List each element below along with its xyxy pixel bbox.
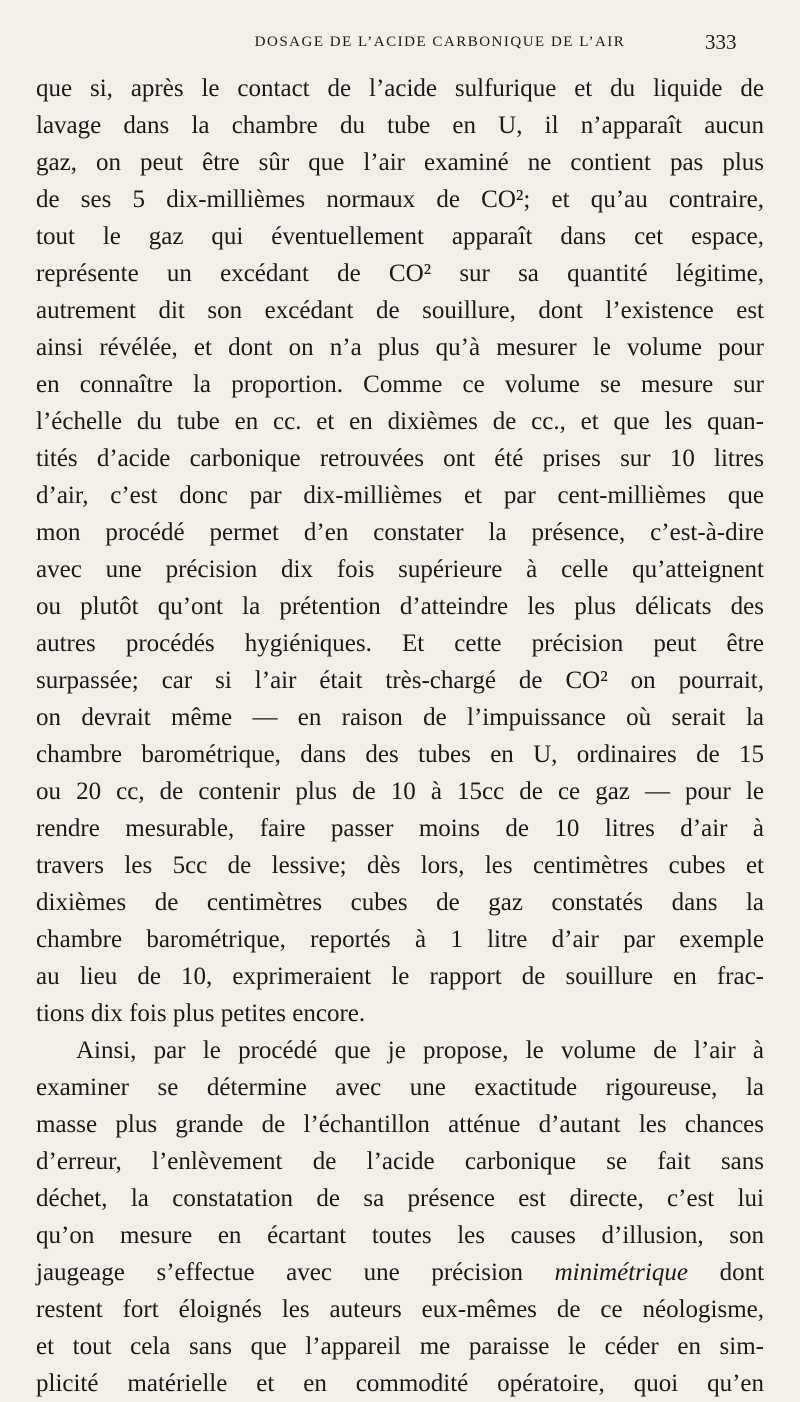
text-line: ainsi révélée, et dont on n’a plus qu’à mesurer le volume pour bbox=[36, 334, 764, 361]
page-number: 333 bbox=[705, 30, 737, 54]
text-line: Ainsi, par le procédé que je propose, le volume de l’air à bbox=[76, 1037, 764, 1064]
text-line: chambre barométrique, dans des tubes en U, ordinaires de 15 bbox=[36, 741, 764, 768]
italic-term: minimétrique bbox=[554, 1259, 688, 1286]
text-line: d’erreur, l’enlèvement de l’acide carbonique se fait sans bbox=[36, 1148, 764, 1175]
text-line-mixed bbox=[36, 1254, 764, 1291]
text-line: examiner se détermine avec une exactitude rigoureuse, la bbox=[36, 1074, 764, 1101]
text-line: gaz, on peut être sûr que l’air examiné ne contient pas plus bbox=[36, 149, 764, 176]
text-line: rendre mesurable, faire passer moins de 10 litres d’air à bbox=[36, 815, 764, 842]
text-line: représente un excédant de CO² sur sa quantité légitime, bbox=[36, 260, 764, 287]
text-run: jaugeage s’effectue avec une précision bbox=[36, 1259, 523, 1286]
text-line: que si, après le contact de l’acide sulfurique et du liquide de bbox=[36, 75, 764, 102]
text-line: chambre barométrique, reportés à 1 litre d’air par exemple bbox=[36, 926, 764, 953]
text-line: masse plus grande de l’échantillon atténue d’autant les chances bbox=[36, 1111, 764, 1138]
text-line: mon procédé permet d’en constater la présence, c’est-à-dire bbox=[36, 519, 764, 546]
text-line: lavage dans la chambre du tube en U, il n’apparaît aucun bbox=[36, 112, 764, 139]
text-line: autres procédés hygiéniques. Et cette précision peut être bbox=[36, 630, 764, 657]
text-line: avec une précision dix fois supérieure à celle qu’atteignent bbox=[36, 556, 764, 583]
text-line: tités d’acide carbonique retrouvées ont été prises sur 10 litres bbox=[36, 445, 764, 472]
text-line: de ses 5 dix-millièmes normaux de CO²; et qu’au contraire, bbox=[36, 186, 764, 213]
text-line: plicité matérielle et en commodité opératoire, quoi qu’en bbox=[36, 1370, 764, 1397]
text-line: restent fort éloignés les auteurs eux-mêmes de ce néologisme, bbox=[36, 1296, 764, 1323]
text-line: ou 20 cc, de contenir plus de 10 à 15cc de ce gaz — pour le bbox=[36, 778, 764, 805]
text-line: on devrait même — en raison de l’impuissance où serait la bbox=[36, 704, 764, 731]
text-line: d’air, c’est donc par dix-millièmes et par cent-millièmes que bbox=[36, 482, 764, 509]
text-line: au lieu de 10, exprimeraient le rapport de souillure en frac- bbox=[36, 963, 764, 990]
text-line: tions dix fois plus petites encore. bbox=[36, 1000, 366, 1027]
text-line: surpassée; car si l’air était très-chargé de CO² on pourrait, bbox=[36, 667, 764, 694]
body-text bbox=[36, 70, 764, 1402]
text-line: qu’on mesure en écartant toutes les causes d’illusion, son bbox=[36, 1222, 764, 1249]
text-line: tout le gaz qui éventuellement apparaît dans cet espace, bbox=[36, 223, 764, 250]
text-line: dixièmes de centimètres cubes de gaz constatés dans la bbox=[36, 889, 764, 916]
text-line: travers les 5cc de lessive; dès lors, les centimètres cubes et bbox=[36, 852, 764, 879]
text-line: en connaître la proportion. Comme ce volume se mesure sur bbox=[36, 371, 764, 398]
text-line: déchet, la constatation de sa présence est directe, c’est lui bbox=[36, 1185, 764, 1212]
running-head: DOSAGE DE L’ACIDE CARBONIQUE DE L’AIR bbox=[254, 34, 626, 50]
text-run: dont bbox=[719, 1259, 765, 1286]
text-line: autrement dit son excédant de souillure, dont l’existence est bbox=[36, 297, 764, 324]
text-line: ou plutôt qu’ont la prétention d’atteindre les plus délicats des bbox=[36, 593, 764, 620]
text-line: et tout cela sans que l’appareil me paraisse le céder en sim- bbox=[36, 1333, 764, 1360]
text-line: l’échelle du tube en cc. et en dixièmes de cc., et que les quan- bbox=[36, 408, 764, 435]
